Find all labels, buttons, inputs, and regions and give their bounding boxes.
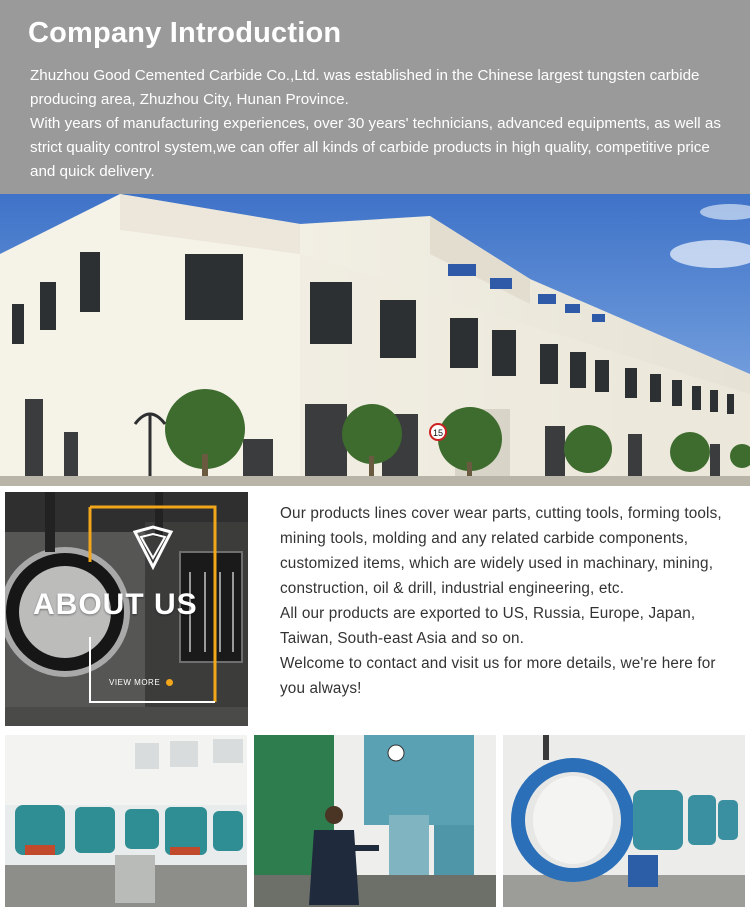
about-us-banner[interactable]: [5, 492, 248, 726]
about-us-title: ABOUT US: [33, 588, 198, 621]
view-more-link[interactable]: [109, 678, 173, 687]
press-machine-worker-photo: [254, 735, 496, 907]
about-paragraph-2: All our products are exported to US, Russia, Europe, Japan, Taiwan, South-east Asia and so on.: [280, 605, 696, 647]
about-paragraph-1: Our products lines cover wear parts, cutting tools, forming tools, mining tools, molding and any related carbide components, customized items, which are widely used in machinary, mining, construction, oil & drill, industrial engineering, etc.: [280, 505, 722, 597]
view-more-dot-icon: [166, 679, 173, 686]
factory-building-photo: [0, 194, 750, 486]
sintering-furnace-photo: [503, 735, 745, 907]
vacuum-furnace-workshop-photo: [5, 735, 247, 907]
intro-paragraph-1: Zhuzhou Good Cemented Carbide Co.,Ltd. was established in the Chinese largest tungsten carbide producing area, Zhuzhou City, Hunan Province.: [30, 67, 700, 108]
about-us-description: [280, 501, 740, 701]
company-introduction-section: [0, 0, 750, 194]
intro-paragraph-2: With years of manufacturing experiences, over 30 years' technicians, advanced equipments, as well as strict quality control system,we can offer all kinds of carbide products in high quality, competitive price and quick delivery.: [30, 115, 721, 180]
speed-limit-sign: 15: [432, 428, 444, 438]
section-title: Company Introduction: [28, 17, 342, 49]
view-more-label: VIEW MORE: [109, 678, 161, 687]
about-paragraph-3: Welcome to contact and visit us for more details, we're here for you always!: [280, 655, 716, 697]
